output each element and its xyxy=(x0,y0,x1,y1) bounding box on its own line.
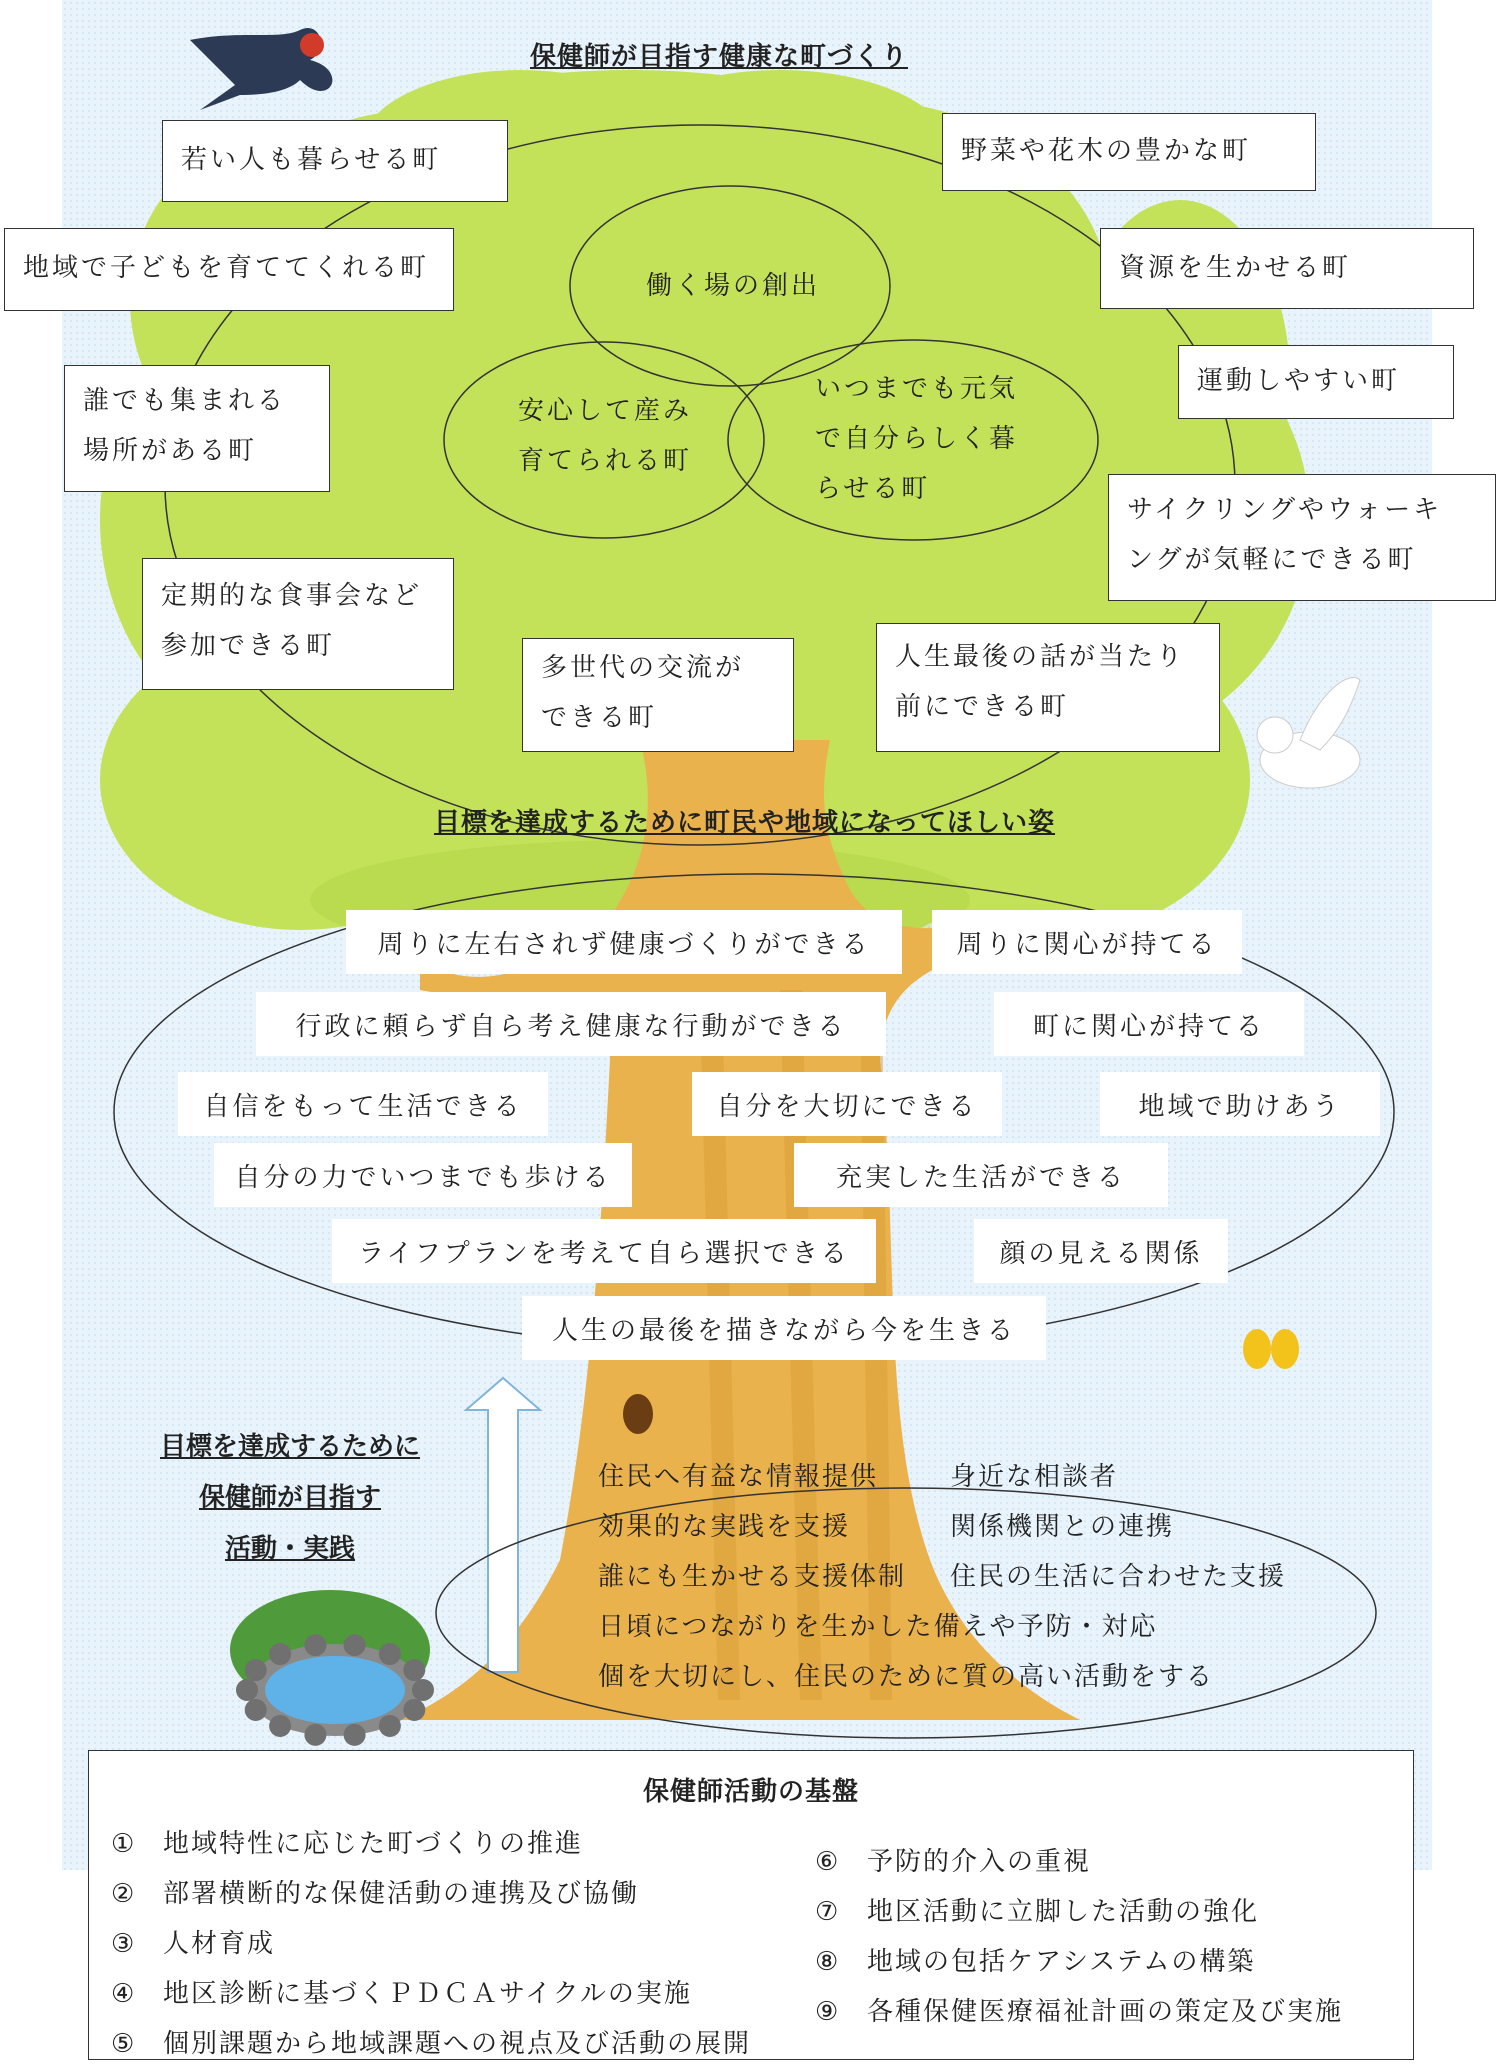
vision-text: 野菜や花木の豊かな町 xyxy=(961,136,1252,166)
circle-childbirth-line: 安心して産み xyxy=(518,396,693,426)
pond-stone xyxy=(236,1679,258,1701)
basis-item xyxy=(111,1923,275,1960)
dove-wing xyxy=(1300,678,1360,751)
basis-item xyxy=(111,2023,751,2060)
swallow-throat xyxy=(300,33,324,57)
circle-wellbeing-line: いつまでも元気 xyxy=(815,374,1019,404)
pond-water xyxy=(265,1656,405,1724)
state-box: ライフプランを考えて自ら選択できる xyxy=(332,1219,876,1283)
beetle-icon xyxy=(623,1394,653,1434)
basis-number: ⑤ xyxy=(111,2029,137,2059)
basis-item xyxy=(815,1941,1255,1978)
butterfly-wing xyxy=(1271,1329,1299,1369)
pond-stone xyxy=(304,1634,326,1656)
pond-stone xyxy=(245,1659,267,1681)
circle-childbirth-text xyxy=(518,386,692,486)
pond-stone xyxy=(304,1724,326,1746)
state-box: 町に関心が持てる xyxy=(994,992,1304,1056)
vision-box-vegetables xyxy=(942,113,1316,191)
vision-box-resources xyxy=(1100,228,1474,309)
activity-info: 住民へ有益な情報提供 xyxy=(598,1462,879,1492)
pond-stone xyxy=(403,1699,425,1721)
pond-stone xyxy=(245,1699,267,1721)
vision-text: 前にできる町 xyxy=(895,692,1070,722)
vision-text: 参加できる町 xyxy=(161,631,336,661)
circle-childbirth-line: 育てられる町 xyxy=(518,446,693,476)
activity-life: 住民の生活に合わせた支援 xyxy=(950,1562,1287,1592)
pond-stone xyxy=(344,1634,366,1656)
vision-box-end-of-life xyxy=(876,623,1220,752)
basis-text: 地域の包括ケアシステムの構築 xyxy=(867,1947,1256,1977)
vision-box-meals xyxy=(142,558,454,690)
circle-wellbeing-line: で自分らしく暮 xyxy=(815,424,1019,454)
vision-text: できる町 xyxy=(541,703,658,733)
basis-text: 地域特性に応じた町づくりの推進 xyxy=(163,1829,584,1859)
basis-text: 個別課題から地域課題への視点及び活動の展開 xyxy=(163,2029,752,2059)
pond-stone xyxy=(269,1643,291,1665)
basis-number: ① xyxy=(111,1829,137,1859)
state-box: 人生の最後を描きながら今を生きる xyxy=(522,1296,1046,1360)
basis-item xyxy=(111,1823,583,1860)
vision-text: 場所がある町 xyxy=(83,436,258,466)
vision-box-gathering xyxy=(64,365,330,492)
activities-heading-line: 活動・実践 xyxy=(224,1534,355,1564)
vision-text: 人生最後の話が当たり xyxy=(895,642,1186,672)
state-box: 行政に頼らず自ら考え健康な行動ができる xyxy=(256,992,886,1056)
basis-number: ⑥ xyxy=(815,1847,841,1877)
basis-number: ④ xyxy=(111,1979,137,2009)
basis-number: ⑨ xyxy=(815,1997,841,2027)
butterfly-icon xyxy=(1243,1329,1271,1369)
pond-stone xyxy=(379,1643,401,1665)
basis-item xyxy=(111,1873,639,1910)
state-box: 地域で助けあう xyxy=(1100,1072,1380,1136)
basis-item xyxy=(815,1841,1091,1878)
desired-states-heading: 目標を達成するために町民や地域になってほしい姿 xyxy=(434,808,1056,838)
activity-prepare: 日頃につながりを生かした備えや予防・対応 xyxy=(598,1612,1158,1642)
activity-consult: 身近な相談者 xyxy=(950,1462,1119,1492)
vision-box-generations xyxy=(522,638,794,752)
pond-stone xyxy=(403,1659,425,1681)
basis-text: 部署横断的な保健活動の連携及び協働 xyxy=(163,1879,640,1909)
basis-number: ⑦ xyxy=(815,1897,841,1927)
activity-system: 誰にも生かせる支援体制 xyxy=(598,1562,907,1592)
circle-wellbeing-text xyxy=(815,364,1018,514)
dove-head xyxy=(1257,717,1293,753)
activity-link: 関係機関との連携 xyxy=(950,1512,1175,1542)
basis-number: ② xyxy=(111,1879,137,1909)
vision-text: ングが気軽にできる町 xyxy=(1127,545,1417,575)
circle-wellbeing-line: らせる町 xyxy=(815,474,931,504)
state-box: 周りに左右されず健康づくりができる xyxy=(346,910,902,974)
pond-stone xyxy=(344,1724,366,1746)
vision-box-raise-children xyxy=(4,228,454,311)
page-title: 保健師が目指す健康な町づくり xyxy=(530,42,909,72)
basis-text: 各種保健医療福祉計画の策定及び実施 xyxy=(867,1997,1344,2027)
foliage-blob xyxy=(610,70,950,230)
pond-stone xyxy=(379,1715,401,1737)
basis-title: 保健師活動の基盤 xyxy=(642,1777,859,1807)
basis-text: 地区診断に基づくＰＤＣＡサイクルの実施 xyxy=(163,1979,692,2009)
pond-stone xyxy=(269,1715,291,1737)
activity-quality: 個を大切にし、住民のために質の高い活動をする xyxy=(598,1662,1215,1692)
basis-number: ⑧ xyxy=(815,1947,841,1977)
basis-text: 人材育成 xyxy=(163,1929,276,1959)
activities-heading xyxy=(130,1422,450,1575)
circle-work-text: 働く場の創出 xyxy=(646,271,821,301)
vision-text: 若い人も暮らせる町 xyxy=(181,145,442,175)
state-box: 自分の力でいつまでも歩ける xyxy=(214,1143,632,1207)
basis-number: ③ xyxy=(111,1929,137,1959)
basis-text: 地区活動に立脚した活動の強化 xyxy=(867,1897,1260,1927)
state-box: 自分を大切にできる xyxy=(692,1072,1002,1136)
vision-text: サイクリングやウォーキ xyxy=(1127,495,1443,525)
vision-box-young-people xyxy=(162,120,508,202)
activities-heading-line: 目標を達成するために xyxy=(159,1432,420,1462)
basis-item xyxy=(815,1991,1343,2028)
vision-text: 定期的な食事会など xyxy=(161,581,423,611)
activity-practice: 効果的な実践を支援 xyxy=(598,1512,851,1542)
activities-heading-line: 保健師が目指す xyxy=(198,1483,381,1513)
basis-item xyxy=(111,1973,692,2010)
pond-stone xyxy=(412,1679,434,1701)
vision-text: 多世代の交流が xyxy=(541,653,745,683)
vision-box-cycling xyxy=(1108,474,1496,601)
state-box: 顔の見える関係 xyxy=(974,1219,1228,1283)
vision-text: 誰でも集まれる xyxy=(83,386,287,416)
state-box: 周りに関心が持てる xyxy=(932,910,1242,974)
state-box: 自信をもって生活できる xyxy=(178,1072,548,1136)
vision-box-exercise xyxy=(1178,345,1454,419)
vision-text: 運動しやすい町 xyxy=(1197,366,1401,396)
basis-item xyxy=(815,1891,1259,1928)
vision-text: 資源を生かせる町 xyxy=(1119,253,1352,283)
vision-text: 地域で子どもを育ててくれる町 xyxy=(23,253,430,283)
basis-text: 予防的介入の重視 xyxy=(867,1847,1092,1877)
state-box: 充実した生活ができる xyxy=(794,1143,1168,1207)
basis-box xyxy=(88,1750,1414,2060)
